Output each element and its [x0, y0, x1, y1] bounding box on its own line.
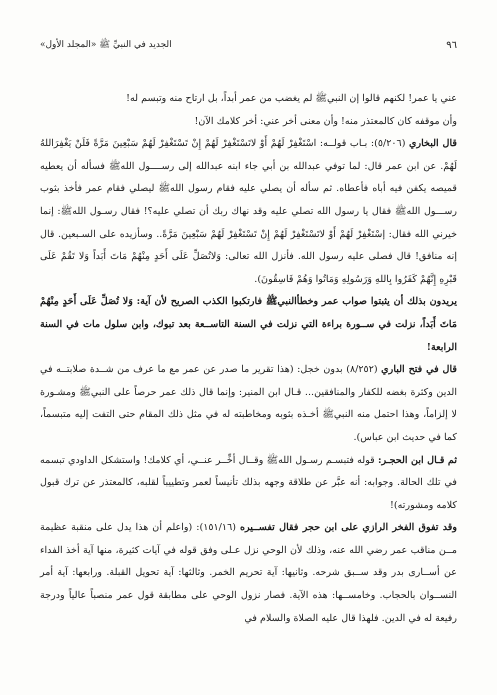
paragraph	[40, 450, 457, 518]
bold-text: يريدون بذلك أن يثبتوا صواب عمر وخطأالنبيﷺ فارتكبوا الكذب الصريح لأن آية: وَلا تُصَلِّ عَلَى أَحَدٍ مِنْهُمْ مَاتَ أَبَداً، نزلت في ســورة براءة التي نزلت في السنة التاســعة بعد تبوك، وابن سلول مات في السنة الرابعة!	[40, 296, 457, 353]
bold-text: ثم قـال ابن الحجـر:	[377, 454, 457, 466]
body-text: وأن موقفه كان كالمعتذر منه! وأن معنى أخر عني: أخر كلامك الآن!	[194, 115, 457, 127]
body-text: عني يا عمر! لكنهم قالوا إن النبيﷺ لم يغضب من عمر أبداً، بل ارتاح منه وتبسم له!	[126, 93, 457, 104]
body-text: (٨/٢٥٢) بدون خجل: (هذا تقرير ما صدر عن عمر مع ما عرف من شــدة صلابتــه في الدين وكثرة بغضه للكفار والمنافقين... قـال ابن المنير: وإنما قال ذلك عمر حرصاً على النبيﷺ ومشـورة لا إلزاماً، وهذا احتمل منه النبيﷺ أخـذه بثوبه ومخاطبته له في مثل ذلك المقام حتى التفت إليه متبسماً، كما في حديث ابن عباس).	[40, 364, 457, 443]
page-header	[40, 38, 457, 52]
paragraph	[40, 517, 457, 630]
page-body	[40, 88, 457, 630]
paragraph	[40, 359, 457, 449]
body-text: (٥/٢٠٦): بـاب قولــه: اسْتَغْفِرْ لَهُمْ أَوْ لاتَسْتَغْفِرْ لَهُمْ إِنْ تَسْتَغْفِرْ لَهُمْ سَبْعِينَ مَرَّةً فَلَنْ يَغْفِرَاللهُ لَهُمْ. عن ابن عمر قال: لما توفي عبدالله بن أبي جاء ابنه عبدالله إلى رســــول اللهﷺ فسأله أن يعطيه قميصه يكفن فيه أباه فأعطاه. ثم سأله أن يصلي عليه فقام رسول اللهﷺ ليصلي فقام عمر فأخذ بثوب رســـول اللهﷺ فقال يا رسول الله تصلي عليه وقد نهاك ربك أن تصلي عليه؟! فقال رسـول اللهﷺ: إنما خيرني الله فقال: إسْتَغْفِرْ لَهُمْ أَوْ لاتَسْتَغْفِرْ لَهُمْ إِنْ تَسْتَغْفِرْ لَهُمْ سَبْعِينَ مَرَّةً.. وسأزيده على السـبعين. قال إنه منافق! قال فصلى عليه رسول الله. فأنزل الله تعالى: وَلاتُصَلِّ عَلَى أَحَدٍ مِنْهُمْ مَاتَ أَبَداً وَلا تَقُمْ عَلَى قَبْرِهِ إِنَّهُمْ كَفَرُوا بِاللهِ وَرَسُولِهِ وَمَاتُوا وَهُمْ فَاسِقُونَ).	[40, 138, 457, 285]
bold-text: وقد تفوق الفخر الرازي على ابن حجر فقال تفســيره	[239, 522, 457, 534]
bold-text: قال في فتح الباري	[381, 364, 457, 376]
running-title: الجديد في النبيِّ ﷺ «المجلد الأول»	[40, 40, 172, 50]
paragraph	[40, 111, 457, 134]
bold-text: قال البخاري	[408, 138, 458, 150]
paragraph	[40, 291, 457, 359]
body-text: قوله فتبسـم رسـول اللهﷺ وقــال أخِّــر عنــي، أي كلامك! واستشكل الداودي تبسمه في تلك الحالة. وجوابه: أنه عبَّر عن طلاقة وجهه بذلك تأنيساً لعمر وتطييباً لقلبه، كالمعتذر عن ترك قبول كلامه ومشورته)!	[40, 454, 457, 511]
paragraph	[40, 133, 457, 291]
body-text: (١٥١/١٦): (واعلم أن هذا يدل على منقبة عظيمة مــن مناقب عمر رضي الله عنه، وذلك لأن الوحي نزل عـلى وفق قوله في آيات كثيرة، منها آية أخذ الفداء عن أســارى بدر وقد ســبق شرحه. وثانيها: آية تحريم الخمر. وثالثها: آية تحويل القبلة. ورابعها: آية أمر النســوان بالحجاب. وخامســها: هذه الآية. فصار نزول الوحي على مطابقة قول عمر منصباً عالياً ودرجة رفيعة له في الدين. فلهذا قال عليه الصلاة والسلام في	[40, 522, 457, 624]
paragraph	[40, 88, 457, 111]
page-number: ٩٦	[446, 39, 457, 51]
